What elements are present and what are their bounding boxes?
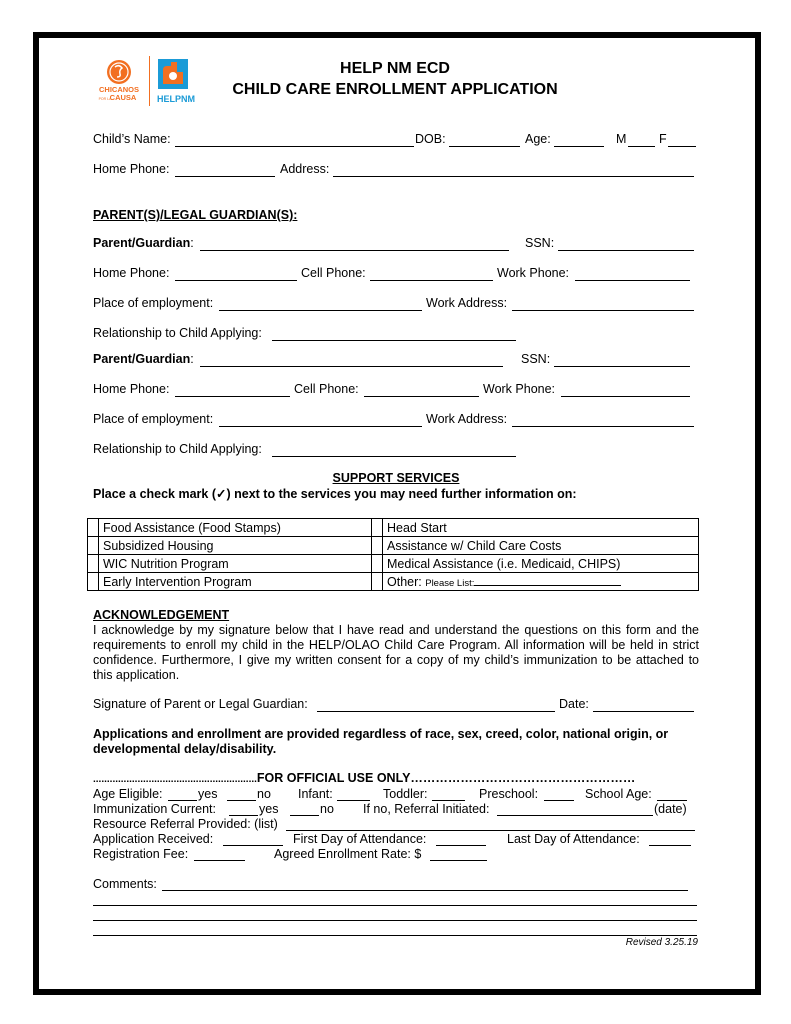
guardian2-work-address-label: Work Address:	[426, 412, 508, 426]
application-received-label: Application Received:	[93, 832, 214, 846]
guardian2-home-phone-field[interactable]	[175, 396, 290, 397]
comments-field-line3[interactable]	[93, 920, 697, 921]
guardian1-employment-field[interactable]	[219, 310, 422, 311]
service-other	[383, 573, 699, 591]
guardian1-cell-phone-field[interactable]	[370, 280, 493, 281]
acknowledgement-text: I acknowledge by my signature below that I have read and understand the questions on this form and the requirements to enroll my child in the HELP/OLAO Child Care Program. All information will be held in strict confidence. Furthermore, I give my written consent for a copy of my child’s immunization to be attached to this application.	[93, 623, 699, 682]
child-home-phone-label: Home Phone:	[93, 162, 170, 176]
child-name-field[interactable]	[175, 146, 414, 147]
comments-label: Comments:	[93, 877, 157, 891]
age-label: Age:	[525, 132, 551, 146]
signature-date-label: Date:	[559, 697, 589, 711]
support-instruction-post: ) next to the services you may need further information on:	[226, 487, 577, 501]
guardian1-cell-phone-label: Cell Phone:	[301, 266, 366, 280]
service-child-care-costs: Assistance w/ Child Care Costs	[383, 537, 699, 555]
resource-referral-label: Resource Referral Provided: (list)	[93, 817, 278, 831]
guardian1-ssn-label: SSN:	[525, 236, 555, 250]
checkbox-early-intervention[interactable]	[88, 573, 99, 591]
official-use-header	[93, 771, 699, 785]
service-wic: WIC Nutrition Program	[99, 555, 372, 573]
child-address-field[interactable]	[333, 176, 694, 177]
acknowledgement-title: ACKNOWLEDGEMENT	[93, 608, 230, 622]
guardian1-work-address-label: Work Address:	[426, 296, 508, 310]
guardians-section-title: PARENT(S)/LEGAL GUARDIAN(S):	[93, 208, 298, 222]
enrollment-rate-field[interactable]	[430, 860, 487, 861]
table-row	[88, 519, 699, 537]
support-services-title: SUPPORT SERVICES	[332, 471, 460, 485]
guardian2-relationship-label: Relationship to Child Applying:	[93, 442, 262, 456]
checkbox-subsidized-housing[interactable]	[88, 537, 99, 555]
table-row	[88, 537, 699, 555]
infant-field[interactable]	[337, 800, 370, 801]
service-food-assistance: Food Assistance (Food Stamps)	[99, 519, 372, 537]
form-title-line2: CHILD CARE ENROLLMENT APPLICATION	[232, 81, 558, 98]
checkbox-food-assistance[interactable]	[88, 519, 99, 537]
guardian1-relationship-field[interactable]	[272, 340, 516, 341]
age-eligible-no-label: no	[257, 787, 271, 801]
guardian1-label	[93, 236, 194, 250]
please-list-field[interactable]	[474, 574, 621, 586]
guardian1-employment-label: Place of employment:	[93, 296, 214, 310]
guardian2-employment-label: Place of employment:	[93, 412, 214, 426]
guardian1-work-phone-label: Work Phone:	[497, 266, 570, 280]
last-day-field[interactable]	[649, 845, 691, 846]
service-other-label: Other:	[387, 575, 422, 589]
age-field[interactable]	[554, 146, 604, 147]
m-label: M	[616, 132, 627, 146]
guardian2-cell-phone-field[interactable]	[364, 396, 479, 397]
please-list-label: Please List:	[425, 578, 475, 589]
service-medical-assistance: Medical Assistance (i.e. Medicaid, CHIPS)	[383, 555, 699, 573]
service-subsidized-housing: Subsidized Housing	[99, 537, 372, 555]
guardian2-relationship-field[interactable]	[272, 456, 516, 457]
m-field[interactable]	[628, 146, 655, 147]
support-services-table	[87, 518, 699, 591]
enrollment-rate-label: Agreed Enrollment Rate: $	[274, 847, 422, 861]
immunization-yes-field[interactable]	[229, 815, 258, 816]
child-address-label: Address:	[280, 162, 330, 176]
guardian2-cell-phone-label: Cell Phone:	[294, 382, 359, 396]
revision-date: Revised 3.25.19	[625, 937, 698, 948]
comments-field-line1[interactable]	[162, 890, 688, 891]
official-use-title: FOR OFFICIAL USE ONLY	[256, 771, 411, 785]
guardian2-home-phone-label: Home Phone:	[93, 382, 170, 396]
guardian2-label-colon: :	[190, 352, 194, 366]
guardian2-employment-field[interactable]	[219, 426, 422, 427]
first-day-label: First Day of Attendance:	[293, 832, 427, 846]
child-home-phone-field[interactable]	[175, 176, 275, 177]
guardian2-label	[93, 352, 194, 366]
checkmark-icon: ✓	[216, 487, 227, 501]
guardian2-name-field[interactable]	[200, 366, 503, 367]
service-early-intervention: Early Intervention Program	[99, 573, 372, 591]
helpnm-logo-text: HELPNM	[157, 94, 195, 104]
checkbox-wic[interactable]	[88, 555, 99, 573]
toddler-label: Toddler:	[383, 787, 428, 801]
comments-field-line4[interactable]	[93, 935, 697, 936]
age-eligible-label: Age Eligible:	[93, 787, 163, 801]
immunization-yes-label: yes	[259, 802, 279, 816]
first-day-field[interactable]	[436, 845, 486, 846]
referral-date-suffix: (date)	[654, 802, 687, 816]
last-day-label: Last Day of Attendance:	[507, 832, 640, 846]
registration-fee-field[interactable]	[194, 860, 245, 861]
service-head-start: Head Start	[383, 519, 699, 537]
logo1-text-2: POR LA	[98, 97, 112, 101]
guardian1-ssn-field[interactable]	[558, 250, 694, 251]
official-leader-left: ...........................................................	[93, 774, 257, 785]
guardian2-ssn-field[interactable]	[554, 366, 690, 367]
official-leader-right: ………………………………………………	[410, 771, 636, 785]
table-row	[88, 555, 699, 573]
signature-field[interactable]	[317, 711, 555, 712]
referral-initiated-field[interactable]	[497, 815, 653, 816]
guardian1-relationship-label: Relationship to Child Applying:	[93, 326, 262, 340]
comments-field-line2[interactable]	[93, 905, 697, 906]
resource-referral-field[interactable]	[286, 830, 695, 831]
form-title-line1: HELP NM ECD	[340, 60, 450, 77]
guardian1-name-field[interactable]	[200, 250, 509, 251]
guardian1-label-colon: :	[190, 236, 194, 250]
guardian1-label-text: Parent/Guardian	[93, 236, 191, 250]
guardian1-work-address-field[interactable]	[512, 310, 694, 311]
guardian2-work-phone-field[interactable]	[561, 396, 690, 397]
guardian2-work-address-field[interactable]	[512, 426, 694, 427]
referral-initiated-label: If no, Referral Initiated:	[363, 802, 490, 816]
school-age-field[interactable]	[657, 800, 687, 801]
logo1-text-1: CHICANOS	[98, 85, 140, 94]
guardian2-label-text: Parent/Guardian	[93, 352, 191, 366]
immunization-label: Immunization Current:	[93, 802, 216, 816]
support-instruction-pre: Place a check mark (	[93, 487, 216, 501]
age-eligible-yes-field[interactable]	[168, 800, 197, 801]
guardian2-work-phone-label: Work Phone:	[483, 382, 556, 396]
checkbox-other[interactable]	[372, 573, 383, 591]
support-instruction	[93, 486, 577, 501]
checkbox-medical-assistance[interactable]	[372, 555, 383, 573]
preschool-label: Preschool:	[479, 787, 539, 801]
nondiscrimination-statement: Applications and enrollment are provided regardless of race, sex, creed, color, national origin, or developmental delay/disability.	[93, 727, 669, 756]
age-eligible-no-field[interactable]	[227, 800, 256, 801]
preschool-field[interactable]	[544, 800, 574, 801]
signature-date-field[interactable]	[593, 711, 694, 712]
guardian1-home-phone-field[interactable]	[175, 280, 297, 281]
signature-label: Signature of Parent or Legal Guardian:	[93, 697, 308, 711]
immunization-no-field[interactable]	[290, 815, 319, 816]
dob-field[interactable]	[449, 146, 520, 147]
child-name-label: Child’s Name:	[93, 132, 171, 146]
infant-label: Infant:	[298, 787, 333, 801]
checkbox-head-start[interactable]	[372, 519, 383, 537]
guardian2-ssn-label: SSN:	[521, 352, 551, 366]
guardian1-work-phone-field[interactable]	[575, 280, 690, 281]
school-age-label: School Age:	[585, 787, 652, 801]
checkbox-child-care-costs[interactable]	[372, 537, 383, 555]
f-label: F	[659, 132, 667, 146]
f-field[interactable]	[668, 146, 696, 147]
immunization-no-label: no	[320, 802, 334, 816]
table-row	[88, 573, 699, 591]
toddler-field[interactable]	[432, 800, 465, 801]
age-eligible-yes-label: yes	[198, 787, 218, 801]
logo1-text-3: CAUSA	[109, 93, 137, 102]
application-received-field[interactable]	[223, 845, 283, 846]
guardian1-home-phone-label: Home Phone:	[93, 266, 170, 280]
dob-label: DOB:	[415, 132, 446, 146]
registration-fee-label: Registration Fee:	[93, 847, 189, 861]
